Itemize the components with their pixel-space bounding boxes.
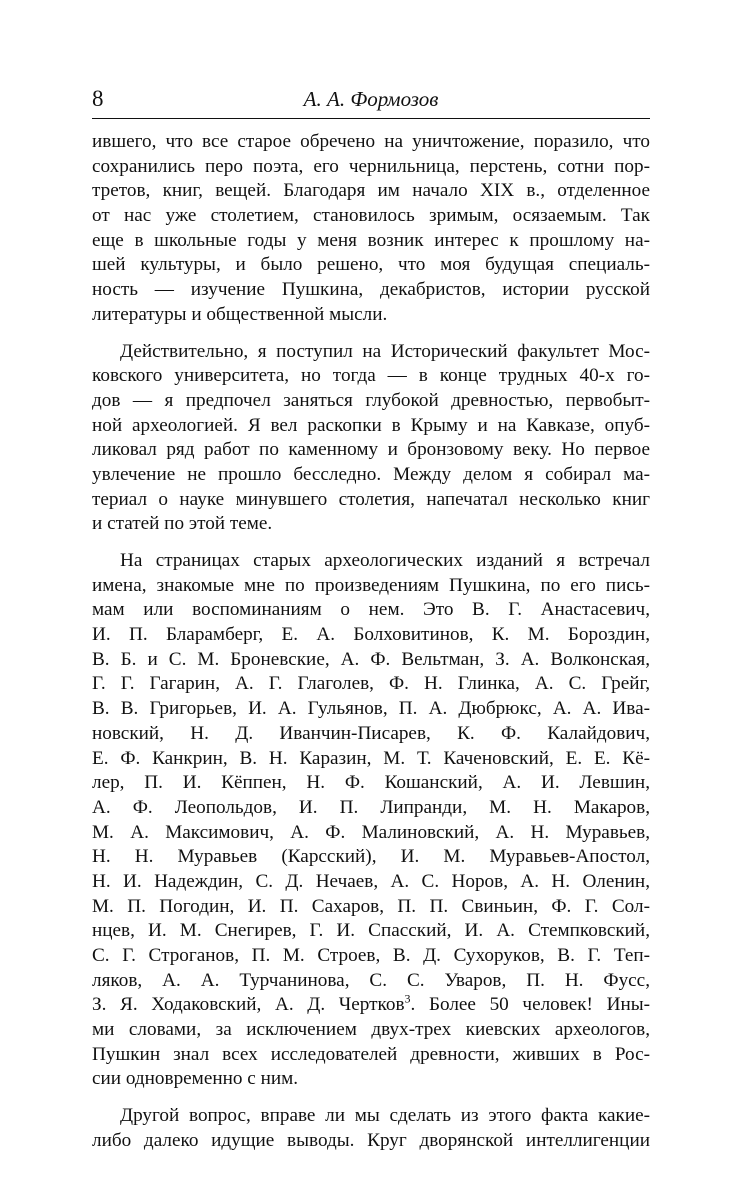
- text-line: новский, Н. Д. Иванчин-Писарев, К. Ф. Калайдович,: [92, 722, 650, 744]
- footnote-reference[interactable]: 3: [404, 991, 411, 1006]
- text-line: литературы и общественной мысли.: [92, 303, 388, 325]
- text-line: мам или воспоминаниям о нем. Это В. Г. Анастасевич,: [92, 599, 650, 621]
- text-line: ившего, что все старое обречено на уничтожение, поразило, что: [92, 131, 650, 152]
- text-line: ляков, А. А. Турчанинова, С. С. Уваров, П. Н. Фусс,: [92, 969, 650, 991]
- text-line: сохранились перо поэта, его чернильница, перстень, сотни пор-: [92, 155, 650, 177]
- paragraph-gap: [92, 328, 650, 340]
- text-line: Н. И. Надеждин, С. Д. Нечаев, А. С. Норов, А. Н. Оленин,: [92, 870, 650, 892]
- paragraph-gap: [92, 1092, 650, 1104]
- text-line: На страницах старых археологических изданий я встречал: [120, 550, 650, 571]
- paragraph-2: [92, 340, 650, 538]
- text-line: дов — я предпочел заняться глубокой древностью, первобыт-: [92, 389, 650, 411]
- text-line: либо далеко идущие выводы. Круг дворянской интеллигенции: [92, 1129, 650, 1151]
- text-fragment: . Более 50 человек! Ины-: [410, 994, 650, 1016]
- text-line: А. Ф. Леопольдов, И. П. Липранди, М. Н. Макаров,: [92, 796, 650, 818]
- text-line: Действительно, я поступил на Исторический факультет Мос-: [120, 340, 650, 362]
- text-line: Пушкин знал всех исследователей древности, живших в Рос-: [92, 1043, 650, 1065]
- text-line: В. Б. и С. М. Броневские, А. Ф. Вельтман, З. А. Волконская,: [92, 648, 650, 670]
- paragraph-4: [92, 1104, 650, 1153]
- page-header: [92, 84, 650, 118]
- text-line: от нас уже столетием, становилось зримым, осязаемым. Так: [92, 205, 650, 227]
- paragraph-gap: [92, 537, 650, 549]
- body-text: [92, 130, 650, 1154]
- text-line: ность — изучение Пушкина, декабристов, истории русской: [92, 279, 650, 301]
- text-line: третов, книг, вещей. Благодаря им начало XIX в., отделенное: [92, 180, 650, 202]
- text-line: имена, знакомые мне по произведениям Пушкина, по его пись-: [92, 574, 650, 596]
- text-line: ковского университета, но тогда — в конце трудных 40-х го-: [92, 365, 650, 387]
- text-line: С. Г. Строганов, П. М. Строев, В. Д. Сухоруков, В. Г. Теп-: [92, 945, 650, 966]
- text-line-with-footnote: [92, 993, 650, 1018]
- text-line: сии одновременно с ним.: [92, 1068, 299, 1090]
- text-line: еще в школьные годы у меня возник интерес к прошлому на-: [92, 229, 650, 251]
- page-number: 8: [92, 86, 104, 111]
- text-line: териал о науке минувшего столетия, напечатал несколько книг: [92, 488, 650, 510]
- text-line: лер, П. И. Кёппен, Н. Ф. Кошанский, А. И. Левшин,: [92, 772, 650, 794]
- running-head: А. А. Формозов: [303, 87, 439, 111]
- text-line: увлечение не прошло бесследно. Между делом я собирал ма-: [92, 463, 650, 485]
- text-fragment: З. Я. Ходаковский, А. Д. Чертков: [92, 994, 405, 1016]
- text-line: И. П. Бларамберг, Е. А. Болховитинов, К. М. Бороздин,: [92, 624, 650, 646]
- text-line: М. А. Максимович, А. Ф. Малиновский, А. Н. Муравьев,: [92, 821, 650, 843]
- text-line: В. В. Григорьев, И. А. Гульянов, П. А. Дюбрюкс, А. А. Ива-: [92, 698, 650, 720]
- text-line: Н. Н. Муравьев (Карсский), И. М. Муравьев-Апостол,: [92, 846, 650, 868]
- text-line: ми словами, за исключением двух-трех киевских археологов,: [92, 1019, 650, 1041]
- text-line: М. П. Погодин, И. П. Сахаров, П. П. Свиньин, Ф. Г. Сол-: [92, 895, 650, 917]
- text-line: шей культуры, и было решено, что моя будущая специаль-: [92, 254, 650, 276]
- text-line: и статей по этой теме.: [92, 513, 273, 535]
- paragraph-3: [92, 549, 650, 1092]
- paragraph-1: [92, 130, 650, 328]
- header-rule: [92, 118, 650, 119]
- text-line: Г. Г. Гагарин, А. Г. Глаголев, Ф. Н. Глинка, А. С. Грейг,: [92, 673, 650, 695]
- text-line: Другой вопрос, вправе ли мы сделать из этого факта какие-: [120, 1105, 650, 1127]
- text-line: ликовал ряд работ по каменному и бронзовому веку. Но первое: [92, 439, 650, 461]
- text-line: нцев, И. М. Снегирев, Г. И. Спасский, И. А. Стемпковский,: [92, 920, 650, 942]
- text-line: ной археологией. Я вел раскопки в Крыму и на Кавказе, опуб-: [92, 414, 650, 436]
- text-line: Е. Ф. Канкрин, В. Н. Каразин, М. Т. Каченовский, Е. Е. Кё-: [92, 747, 650, 769]
